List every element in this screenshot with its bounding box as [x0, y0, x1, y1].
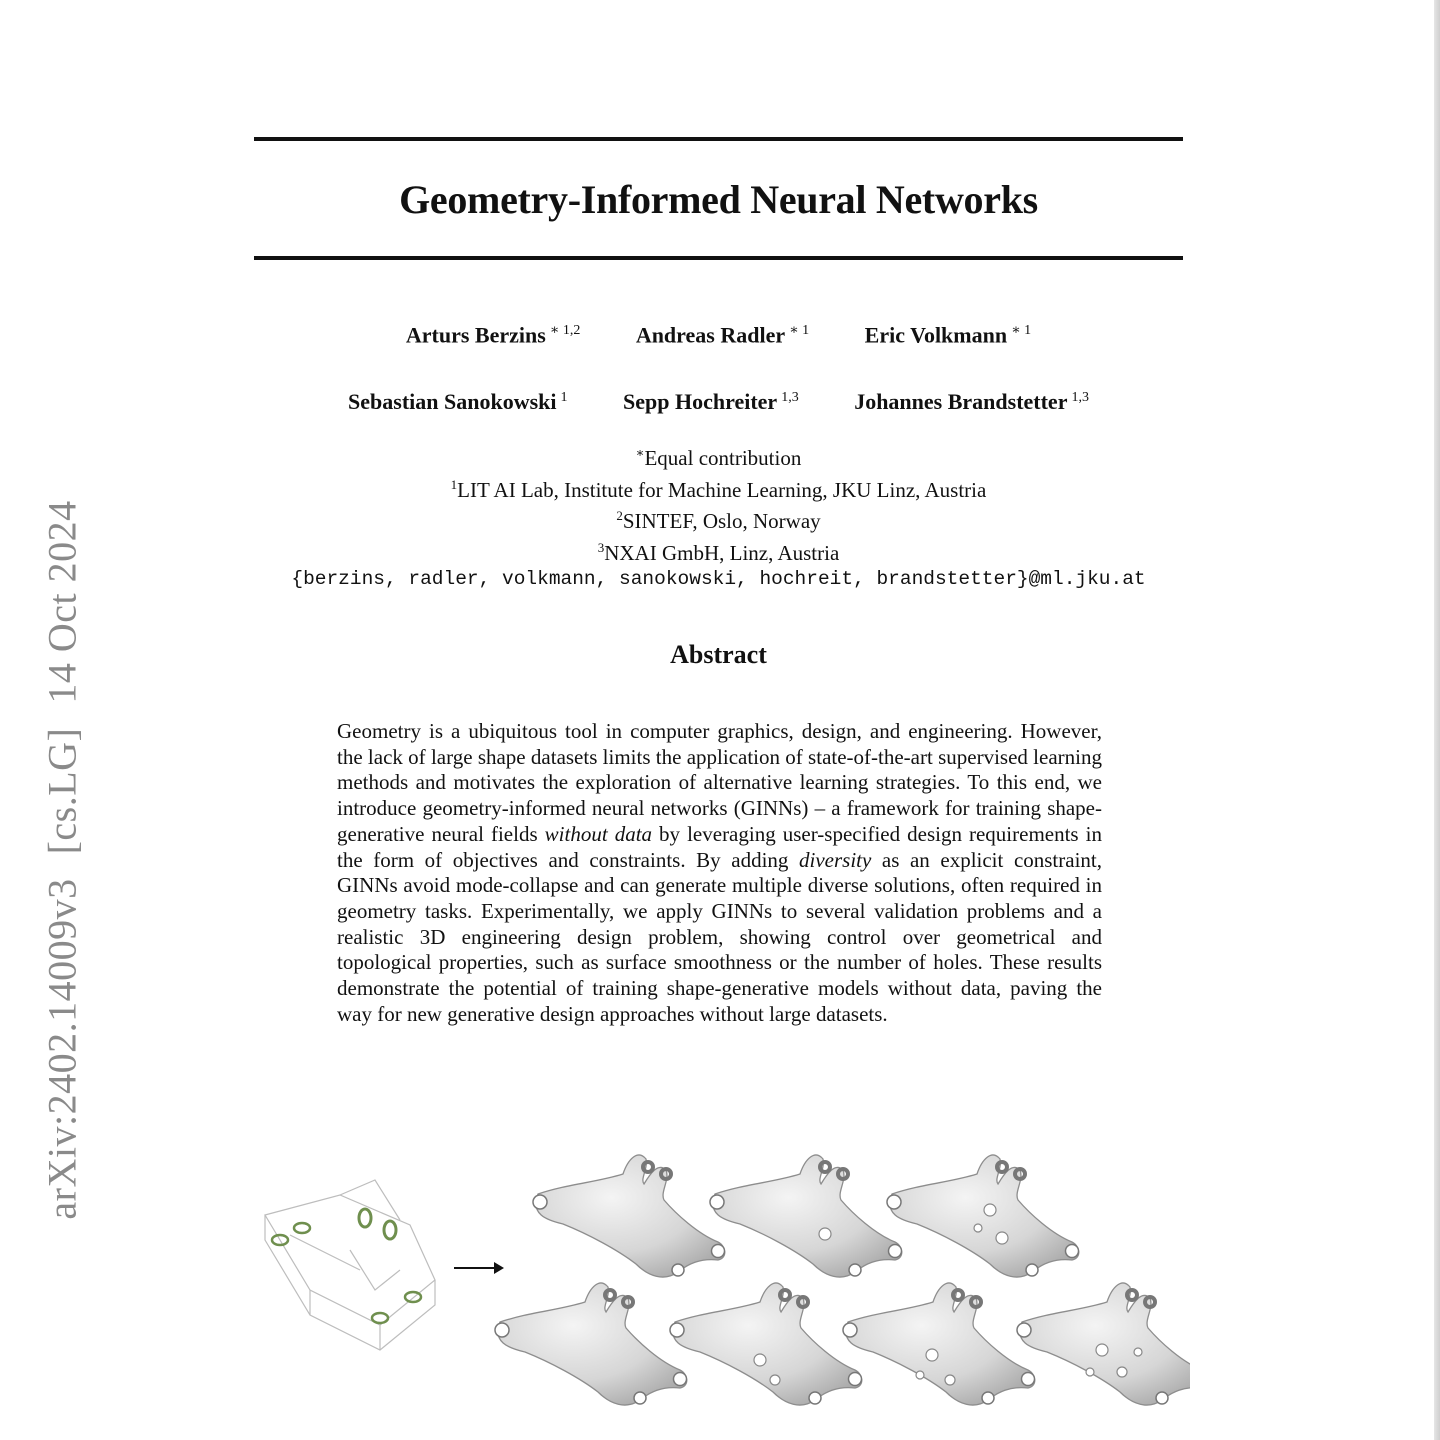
affil-mark: ∗	[635, 445, 645, 460]
affil-mark: 2	[616, 508, 623, 523]
author	[865, 322, 1031, 348]
author-emails[interactable]: {berzins, radler, volkmann, sanokowski, hochreit, brandstetter}@ml.jku.at	[291, 568, 1146, 590]
affil-text: Equal contribution	[644, 446, 802, 470]
teaser-figure	[250, 1140, 1190, 1440]
abstract-text: Geometry is a ubiquitous tool in computer graphics, design, and engineering. However, the lack of large shape datasets limits the application of state-of-the-art supervised learning methods and motivates the exploration of alternative learning strategies. To this end, we introduce geometry-informed neural networks (GINNs) – a framework for training shape-generative neural fields	[337, 719, 1102, 846]
teaser-figure-svg	[250, 1140, 1190, 1440]
abstract-emphasis: without data	[544, 821, 653, 846]
arxiv-date: 14 Oct 2024	[39, 500, 85, 704]
author	[406, 322, 580, 348]
affiliations	[254, 440, 1183, 593]
author-name: Eric Volkmann	[864, 322, 1008, 348]
affil-text: NXAI GmbH, Linz, Austria	[604, 540, 840, 565]
page-edge-shadow	[1434, 0, 1440, 1440]
author	[636, 322, 809, 348]
author	[623, 389, 799, 415]
generated-shape	[670, 1283, 862, 1405]
paper-title: Geometry-Informed Neural Networks	[399, 177, 1038, 222]
affiliation-3	[254, 535, 1183, 567]
author	[348, 389, 567, 415]
author-marks: ∗ 1,2	[549, 323, 581, 338]
title-bottom-rule	[254, 256, 1183, 260]
arxiv-category: [cs.LG]	[39, 727, 85, 855]
affiliation-2	[254, 503, 1183, 535]
abstract-body	[337, 719, 1102, 1027]
author-name: Sebastian Sanokowski	[348, 389, 557, 414]
affil-mark: 3	[597, 539, 605, 555]
design-spec-wireframe	[265, 1180, 435, 1350]
generated-shape	[533, 1155, 725, 1277]
author	[854, 389, 1089, 415]
generated-shape	[495, 1283, 687, 1405]
author-marks: ∗ 1	[1011, 323, 1032, 338]
abstract-text: by leveraging user-specified design requirements in the form of objectives and constraints. By adding	[337, 821, 1102, 872]
author-marks: 1	[560, 389, 568, 405]
author-row-1	[254, 322, 1183, 348]
author-name: Johannes Brandstetter	[854, 389, 1068, 414]
author-marks: ∗ 1	[789, 323, 810, 338]
author-name: Arturs Berzins	[405, 322, 546, 348]
author-name: Andreas Radler	[635, 322, 786, 348]
author-row-2	[254, 389, 1183, 415]
affil-text: LIT AI Lab, Institute for Machine Learning, JKU Linz, Austria	[457, 477, 987, 502]
author-marks: 1,3	[781, 389, 799, 405]
author-name: Sepp Hochreiter	[623, 389, 778, 414]
affil-mark: 1	[450, 476, 458, 492]
arxiv-id: arXiv:2402.14009v3	[39, 878, 85, 1220]
abstract-text: as an explicit constraint, GINNs avoid mode-collapse and can generate multiple diverse solutions, often required in geometry tasks. Experimentally, we apply GINNs to several validation problems and a realistic 3D engineering design problem, showing control over geometrical and topological properties, such as surface smoothness or the number of holes. These results demonstrate the potential of training shape-generative models without data, paving the way for new generative design approaches without large datasets.	[337, 847, 1102, 1026]
author-marks: 1,3	[1071, 389, 1089, 405]
generated-shape	[843, 1283, 1035, 1405]
abstract-heading: Abstract	[670, 640, 767, 669]
affil-text: SINTEF, Oslo, Norway	[622, 509, 821, 533]
generated-shape	[887, 1155, 1079, 1277]
abstract-emphasis: diversity	[799, 847, 872, 872]
affiliation-1	[254, 472, 1183, 504]
arxiv-stamp	[39, 488, 86, 1231]
affiliation-equal	[254, 440, 1183, 472]
title-top-rule	[254, 137, 1183, 141]
arrow-icon	[454, 1262, 504, 1274]
generated-shape	[710, 1155, 902, 1277]
